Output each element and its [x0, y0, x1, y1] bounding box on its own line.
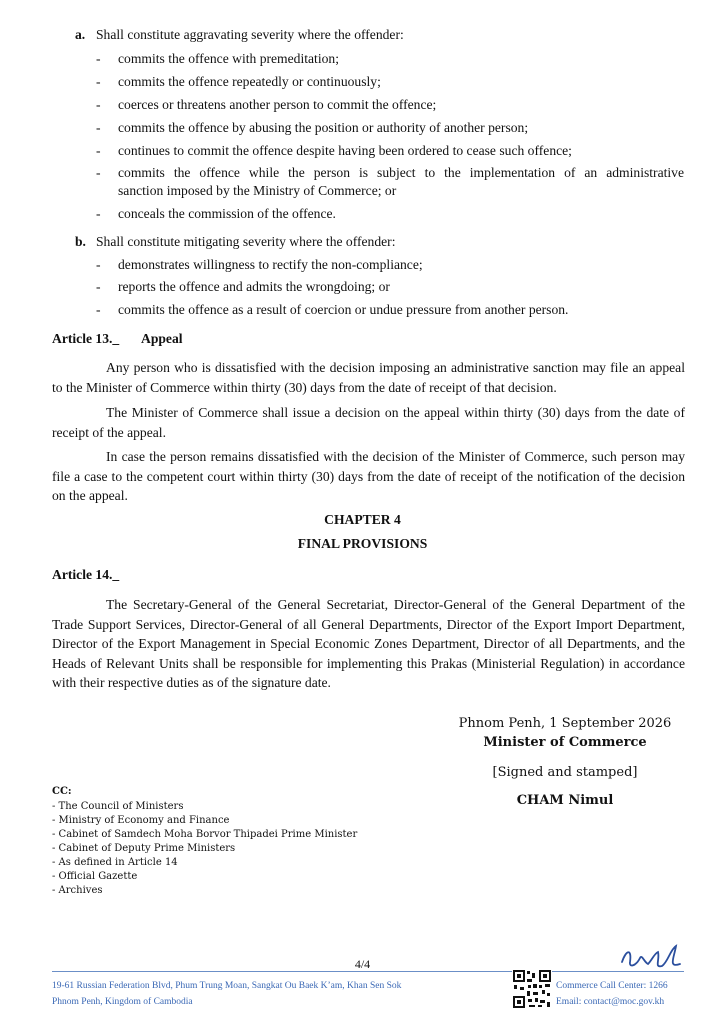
- list-item: reports the offence and admits the wrongdoing; or: [118, 279, 390, 294]
- section-b-heading: Shall constitute mitigating severity where the offender:: [96, 234, 396, 249]
- bullet-dash: -: [96, 143, 101, 158]
- article-14-paragraph: The Secretary-General of the General Secretariat, Director-General of the General Department of the Trade Support Services, Director-General of all General Departments, Director of the Export Import Department, Director of the Export Management in Special Economic Zones Department, Director of all Departments, and the Heads of Relevant Units shall be responsible for implementing this Prakas (Ministerial Regulation) in accordance with their respective duties as of the signature date.: [52, 597, 685, 690]
- bullet-dash: -: [96, 206, 101, 221]
- list-item: continues to commit the offence despite having been ordered to cease such offence;: [118, 143, 572, 158]
- list-item: commits the offence with premeditation;: [118, 51, 339, 66]
- article-14-number: Article 14._: [52, 567, 120, 582]
- bullet-dash: -: [96, 74, 101, 89]
- qr-code-icon: [512, 969, 552, 1009]
- article-13-title: Appeal: [141, 331, 183, 346]
- cc-item: - Official Gazette: [52, 871, 138, 882]
- cc-item: - Cabinet of Samdech Moha Borvor Thipadei Prime Minister: [52, 829, 358, 840]
- signature-place-date: Phnom Penh, 1 September 2026: [458, 716, 672, 731]
- footer-email: Email: contact@moc.gov.kh: [556, 997, 665, 1007]
- signature-name: CHAM Nimul: [516, 793, 614, 808]
- bullet-dash: -: [96, 302, 101, 317]
- list-item: commits the offence repeatedly or continuously;: [118, 74, 381, 89]
- bullet-dash: -: [96, 257, 101, 272]
- bullet-dash: -: [96, 120, 101, 135]
- chapter-number: CHAPTER 4: [324, 512, 401, 527]
- cc-item: - The Council of Ministers: [52, 801, 184, 812]
- bullet-dash: -: [96, 279, 101, 294]
- bullet-dash: -: [96, 165, 101, 180]
- list-item: conceals the commission of the offence.: [118, 206, 336, 221]
- cc-item: - Ministry of Economy and Finance: [52, 815, 230, 826]
- page-number: 4/4: [354, 957, 371, 971]
- section-a-heading: Shall constitute aggravating severity where the offender:: [96, 27, 404, 42]
- article-13-number: Article 13._: [52, 331, 120, 346]
- list-item: commits the offence as a result of coercion or undue pressure from another person.: [118, 302, 569, 317]
- article-13-paragraph-1: Any person who is dissatisfied with the decision imposing an administrative sanction may file an appeal to the Minister of Commerce within thirty (30) days from the date of receipt of that decision.: [52, 360, 685, 395]
- cc-title: CC:: [52, 786, 72, 797]
- list-item: demonstrates willingness to rectify the non-compliance;: [118, 257, 423, 272]
- list-item: commits the offence while the person is subject to the implementation of an administrative: [118, 165, 684, 180]
- footer-call-center: Commerce Call Center: 1266: [556, 981, 668, 991]
- article-13-paragraph-3: In case the person remains dissatisfied with the decision of the Minister of Commerce, such person may file a case to the competent court within thirty (30) days from the date of receipt of the notification of the decision on the appeal.: [52, 449, 685, 503]
- list-item: coerces or threatens another person to commit the offence;: [118, 97, 437, 112]
- cc-item: - As defined in Article 14: [52, 857, 178, 868]
- footer-rule: [52, 971, 684, 972]
- chapter-title: FINAL PROVISIONS: [297, 536, 428, 551]
- footer-address-line1: 19-61 Russian Federation Blvd, Phum Trung Moan, Sangkat Ou Baek K’am, Khan Sen Sok: [52, 981, 402, 991]
- footer-address-line2: Phnom Penh, Kingdom of Cambodia: [52, 997, 193, 1007]
- section-a-label: a.: [75, 27, 86, 42]
- signature-role: Minister of Commerce: [483, 735, 647, 750]
- list-item: commits the offence by abusing the position or authority of another person;: [118, 120, 529, 135]
- list-item-continuation: sanction imposed by the Ministry of Commerce; or: [118, 183, 397, 198]
- signature-note: [Signed and stamped]: [492, 765, 638, 780]
- bullet-dash: -: [96, 97, 101, 112]
- article-13-paragraph-2: The Minister of Commerce shall issue a decision on the appeal within thirty (30) days from the date of receipt of the appeal.: [52, 405, 685, 440]
- section-b-label: b.: [75, 234, 86, 249]
- cc-item: - Cabinet of Deputy Prime Ministers: [52, 843, 236, 854]
- bullet-dash: -: [96, 51, 101, 66]
- cc-item: - Archives: [52, 885, 103, 896]
- initials-signature-icon: [618, 940, 688, 974]
